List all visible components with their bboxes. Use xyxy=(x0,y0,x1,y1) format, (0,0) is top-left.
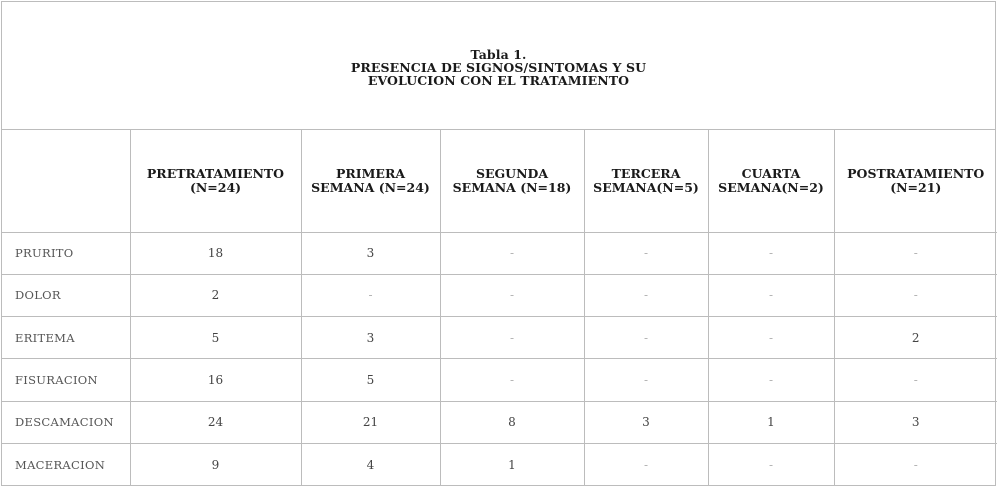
table-cell: 2 xyxy=(130,274,301,316)
table-cell: - xyxy=(708,443,834,485)
table-cell: 2 xyxy=(834,317,997,359)
table-cell: - xyxy=(834,359,997,401)
table-row xyxy=(2,317,997,359)
table-cell: - xyxy=(708,274,834,316)
table-cell: 3 xyxy=(301,232,440,274)
header-segunda-semana: SEGUNDA SEMANA (N=18) xyxy=(440,130,584,232)
row-label: PRURITO xyxy=(2,232,130,274)
row-label: ERITEMA xyxy=(2,317,130,359)
table-cell: 18 xyxy=(130,232,301,274)
table-cell: 5 xyxy=(130,317,301,359)
table-row xyxy=(2,359,997,401)
row-label: DESCAMACION xyxy=(2,401,130,443)
table-cell: - xyxy=(440,274,584,316)
table-cell: - xyxy=(708,359,834,401)
table-cell: 3 xyxy=(301,317,440,359)
table-cell: 5 xyxy=(301,359,440,401)
row-label: MACERACION xyxy=(2,443,130,485)
title-line-2: PRESENCIA DE SIGNOS/SINTOMAS Y SU xyxy=(350,60,647,75)
table-cell: 24 xyxy=(130,401,301,443)
table-cell: 1 xyxy=(440,443,584,485)
table-row xyxy=(2,274,997,316)
table-frame xyxy=(1,1,996,486)
table-cell: - xyxy=(440,232,584,274)
table-cell: - xyxy=(440,359,584,401)
table-row xyxy=(2,401,997,443)
table-cell: - xyxy=(834,232,997,274)
table-cell: - xyxy=(834,274,997,316)
table-cell: 21 xyxy=(301,401,440,443)
table-cell: - xyxy=(584,274,708,316)
table-row xyxy=(2,443,997,485)
title-line-1: Tabla 1. xyxy=(470,47,527,62)
title-line-3: EVOLUCION CON EL TRATAMIENTO xyxy=(367,73,630,88)
table-cell: - xyxy=(301,274,440,316)
table-row xyxy=(2,232,997,274)
table-cell: 16 xyxy=(130,359,301,401)
header-cuarta-semana: CUARTA SEMANA(N=2) xyxy=(708,130,834,232)
table-cell: 1 xyxy=(708,401,834,443)
data-table xyxy=(2,130,997,486)
table-cell: 3 xyxy=(834,401,997,443)
table-cell: - xyxy=(440,317,584,359)
table-cell: 9 xyxy=(130,443,301,485)
table-cell: - xyxy=(708,232,834,274)
row-label: DOLOR xyxy=(2,274,130,316)
table-cell: - xyxy=(584,443,708,485)
header-primera-semana: PRIMERA SEMANA (N=24) xyxy=(301,130,440,232)
table-cell: - xyxy=(584,232,708,274)
table-cell: - xyxy=(584,317,708,359)
header-postratamiento: POSTRATAMIENTO (N=21) xyxy=(834,130,997,232)
table-cell: - xyxy=(834,443,997,485)
row-label: FISURACION xyxy=(2,359,130,401)
header-cell-empty xyxy=(2,130,130,232)
table-cell: 8 xyxy=(440,401,584,443)
table-cell: 4 xyxy=(301,443,440,485)
table-cell: - xyxy=(584,359,708,401)
table-title xyxy=(2,2,995,130)
header-tercera-semana: TERCERA SEMANA(N=5) xyxy=(584,130,708,232)
table-cell: 3 xyxy=(584,401,708,443)
header-pretratamiento: PRETRATAMIENTO (N=24) xyxy=(130,130,301,232)
header-row xyxy=(2,130,997,232)
table-cell: - xyxy=(708,317,834,359)
